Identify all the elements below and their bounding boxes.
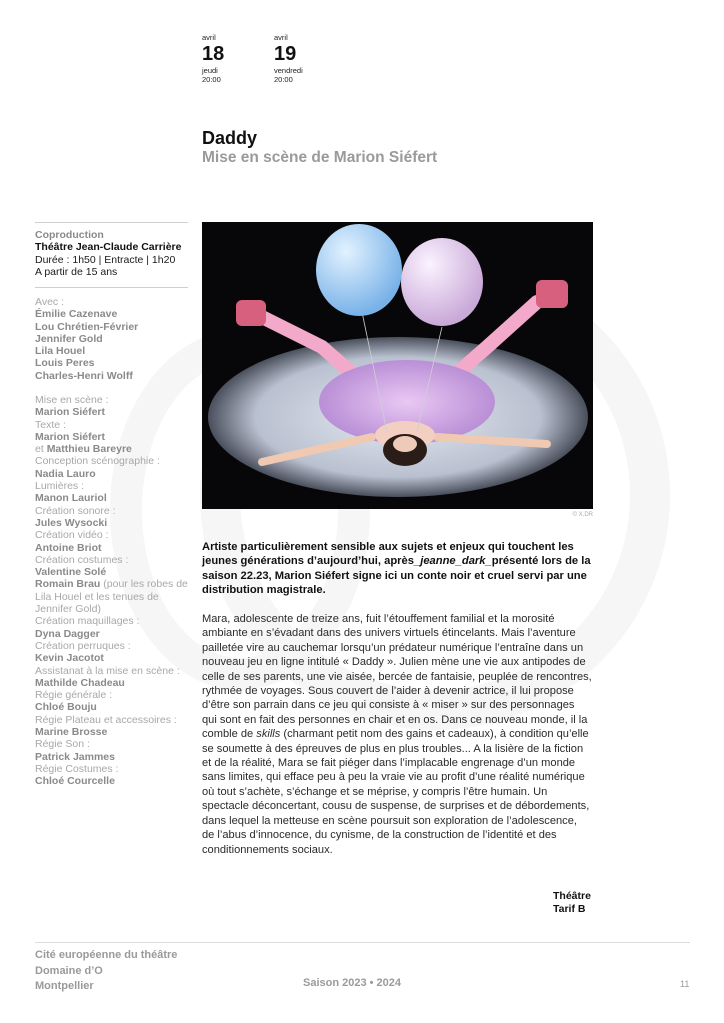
date-month: avril [274,33,288,42]
credit-name: Mathilde Chadeau [35,676,125,689]
footer-line: Montpellier [35,980,94,993]
credit-role: Création sonore : [35,504,116,517]
body-italic: skills [256,728,281,741]
credit-name: Marion Siéfert [35,406,106,419]
credit-name: Antoine Briot [35,541,102,554]
footer-divider [35,942,690,943]
credit-role: Lumières : [35,480,85,493]
body-text: (charmant petit nom des gains et cadeaux), à condition qu’elle se soumette à des épreuves de plus en plus troubles... A la lisière de la fiction et de la réalité, Mara se fait piéger dans l’implacable engrenage d’un monde sans limites, qui efface peu à peu la vraie vie au profit d’une réalité numérique où tout s’achète, s’échange et se méprise, y compris l’être humain. Un spectacle déconcertant, cousu de suspense, de surprises et de débordements, dans lequel la metteuse en scène poursuit son exploration de l’adolescence, de l’abus d’innocence, du cynisme, de la construction de l’identité et des conditionnements sociaux. [202,728,590,856]
credits-list [35,394,188,788]
date-month: avril [202,33,216,42]
credit-role: Création maquillages : [35,615,140,628]
credit-role: Texte : [35,418,66,431]
body-text: Mara, adolescente de treize ans, fuit l’étouffement familial et la morosité ambiante en s’évadant dans des univers virtuels étincelants. Mais l’aventure pailletée vire au cauchemar lorsqu’un prédateur numérique l’entraîne dans un nouveau jeu en ligne intitulé « Daddy ». Julien mène une vie aux antipodes de celle de ses parents, une vie aisée, bercée de fantaisie, peuplée de rencontres, rythmée de voyages. Sous couvert de l’aider à devenir actrice, il lui propose d’être son parrain dans ce jeu qui consiste à « miser » sur des personnages qui sont en fait des personnes en chair et en os. Dans ce nouveau monde, il la comble de [202,613,592,741]
show-title: Daddy [202,128,258,148]
credit-name: Marine Brosse [35,726,108,739]
footer-season: Saison 2023 • 2024 [303,977,402,989]
credit-name: Romain Brau [35,578,101,591]
credit-name: Valentine Solé [35,566,107,579]
date-time: 20:00 [202,75,221,84]
age-text: A partir de 15 ans [35,265,118,278]
lead-paragraph [202,540,592,597]
cast-name: Louis Peres [35,357,95,370]
date-weekday: vendredi [274,66,303,75]
credit-role: Régie Costumes : [35,762,119,775]
coproduction-label: Coproduction [35,229,104,241]
lead-text: Artiste particulièrement sensible aux sujets et enjeux qui touchent les jeunes générations d’aujourd’hui, après [202,541,574,568]
body-paragraph [202,612,592,857]
cast-label: Avec : [35,296,64,308]
credit-name: Manon Lauriol [35,492,107,505]
cast-name: Jennifer Gold [35,332,103,345]
credit-role: Création vidéo : [35,529,109,542]
credit-name: Kevin Jacotot [35,652,104,665]
credit-name: Marion Siéfert [35,430,106,443]
footer-line: Domaine d’O [35,964,103,977]
production-info [35,229,188,278]
credit-line [35,443,188,455]
duration-text: Durée : 1h50 | Entracte | 1h20 [35,253,176,266]
cast-list [35,296,188,382]
category-block [553,890,591,915]
credit-role: Mise en scène : [35,394,109,406]
show-subtitle: Mise en scène de Marion Siéfert [202,149,438,166]
credit-role: Régie Plateau et accessoires : [35,713,177,726]
credit-role: Régie générale : [35,689,113,702]
production-photo [202,222,593,509]
date-weekday: jeudi [202,66,218,75]
credit-name: Nadia Lauro [35,467,96,480]
credit-name: Jules Wysocki [35,516,108,529]
credit-role: Régie Son : [35,738,90,751]
credit-name: Dyna Dagger [35,627,100,640]
cast-name: Charles-Henri Wolff [35,369,133,382]
footer-address [35,948,177,995]
sidebar-divider [35,287,188,288]
credit-line [35,578,188,615]
credit-role: Assistanat à la mise en scène : [35,664,180,677]
sidebar-divider [35,222,188,223]
cast-name: Lila Houel [35,345,86,358]
credit-role: Création costumes : [35,553,129,566]
tarif-label: Tarif B [553,902,586,915]
date-block-1 [202,33,224,84]
lead-italic: _jeanne_dark_ [413,555,492,568]
credit-name: Chloé Bouju [35,701,97,714]
lead-text: présenté lors de la saison 22.23, Marion Siéfert signe ici un conte noir et cruel servi par une distribution magistrale. [202,555,591,596]
date-time: 20:00 [274,75,293,84]
photo-credit: © X.DR [572,512,593,518]
credit-role: Conception scénographie : [35,455,160,468]
genre-label: Théâtre [553,890,591,902]
cast-name: Lou Chrétien-Février [35,320,139,333]
credit-conjunction: et [35,443,44,456]
credit-note: (pour les robes de Lila Houel et les tenues de Jennifer Gold) [35,578,188,616]
date-day: 18 [202,43,225,65]
date-day: 19 [274,43,297,65]
footer-line: Cité européenne du théâtre [35,949,178,961]
credit-name: Patrick Jammes [35,750,115,763]
credit-name: Matthieu Bareyre [46,443,132,456]
page-number: 11 [680,979,690,989]
credit-role: Création perruques : [35,639,131,652]
cast-name: Émilie Cazenave [35,308,118,321]
credit-name: Chloé Courcelle [35,775,115,788]
venue-name: Théâtre Jean-Claude Carrière [35,241,182,254]
date-block-2 [274,33,303,84]
